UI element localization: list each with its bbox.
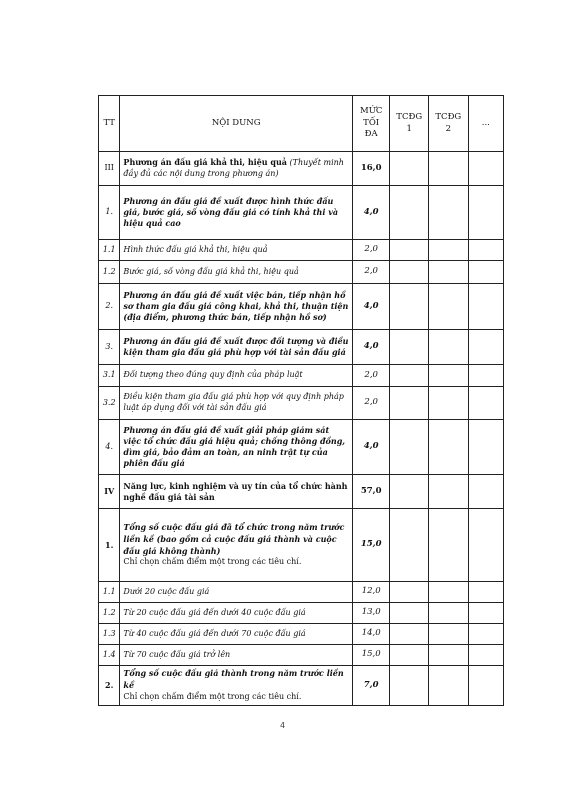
table-row (99, 420, 504, 475)
row-number: 4. (99, 420, 120, 475)
score-cell[interactable] (468, 365, 503, 387)
row-content-main: Tổng số cuộc đấu giá đã tổ chức trong năm trước liền kề (bao gồm cả cuộc đấu giá thành và cuộc đấu giá không thành) (123, 521, 345, 556)
score-cell[interactable] (390, 645, 429, 666)
score-cell[interactable] (468, 624, 503, 645)
row-content: Phương án đấu giá đề xuất giải pháp giám sát việc tổ chức đấu giá hiệu quả; chống thông đồng, dìm giá, bảo đảm an toàn, an ninh trật tự của phiên đấu giá (120, 420, 353, 475)
score-cell[interactable] (468, 284, 503, 330)
row-number: 1.2 (99, 261, 120, 284)
row-number: 1.1 (99, 240, 120, 261)
row-content-main: Phương án đấu giá khả thi, hiệu quả (123, 157, 287, 168)
row-max: 14,0 (352, 624, 390, 645)
row-number: 1.2 (99, 603, 120, 624)
table-row (99, 582, 504, 603)
score-cell[interactable] (428, 475, 468, 509)
page-number: 4 (279, 721, 286, 730)
table-row (99, 603, 504, 624)
score-cell[interactable] (390, 240, 429, 261)
row-max: 4,0 (352, 330, 390, 365)
row-max: 7,0 (352, 666, 390, 706)
score-cell[interactable] (468, 261, 503, 284)
score-cell[interactable] (390, 603, 429, 624)
row-max: 4,0 (352, 186, 390, 240)
score-cell[interactable] (390, 666, 429, 706)
row-max: 2,0 (352, 387, 390, 420)
score-cell[interactable] (468, 509, 503, 582)
score-cell[interactable] (390, 152, 429, 186)
row-number: IV (99, 475, 120, 509)
table-row (99, 240, 504, 261)
row-content-note: (Thuyết minh đầy đủ các nội dung trong phương án) (123, 158, 344, 178)
header-content: NỘI DUNG (120, 96, 353, 152)
score-cell[interactable] (390, 186, 429, 240)
score-cell[interactable] (468, 645, 503, 666)
row-content (120, 152, 353, 186)
row-number: 1.4 (99, 645, 120, 666)
row-content (120, 509, 353, 582)
table-row (99, 387, 504, 420)
score-cell[interactable] (428, 509, 468, 582)
score-cell[interactable] (390, 284, 429, 330)
score-cell[interactable] (468, 666, 503, 706)
score-cell[interactable] (390, 420, 429, 475)
header-tcdg-2: TCĐG 2 (428, 96, 468, 152)
row-content: Năng lực, kinh nghiệm và uy tín của tổ chức hành nghề đấu giá tài sản (120, 475, 353, 509)
row-max: 15,0 (352, 509, 390, 582)
score-cell[interactable] (390, 509, 429, 582)
table-row (99, 261, 504, 284)
score-cell[interactable] (428, 261, 468, 284)
row-number: 1.1 (99, 582, 120, 603)
score-cell[interactable] (390, 582, 429, 603)
score-cell[interactable] (468, 475, 503, 509)
score-cell[interactable] (428, 624, 468, 645)
score-cell[interactable] (428, 330, 468, 365)
table-row (99, 365, 504, 387)
score-cell[interactable] (390, 387, 429, 420)
score-cell[interactable] (390, 330, 429, 365)
row-content-note: Chỉ chọn chấm điểm một trong các tiêu chí. (123, 691, 302, 701)
score-cell[interactable] (428, 387, 468, 420)
row-content: Đối tượng theo đúng quy định của pháp luật (120, 365, 353, 387)
score-cell[interactable] (468, 420, 503, 475)
table-row (99, 330, 504, 365)
row-number: 1.3 (99, 624, 120, 645)
score-cell[interactable] (428, 186, 468, 240)
table-row (99, 645, 504, 666)
row-max: 2,0 (352, 240, 390, 261)
row-number: 3. (99, 330, 120, 365)
row-content: Phương án đấu giá đề xuất được hình thức đấu giá, bước giá, số vòng đấu giá có tính khả thi và hiệu quả cao (120, 186, 353, 240)
table-row (99, 624, 504, 645)
table-row (99, 475, 504, 509)
table-row (99, 284, 504, 330)
score-cell[interactable] (428, 152, 468, 186)
row-content: Dưới 20 cuộc đấu giá (120, 582, 353, 603)
score-cell[interactable] (468, 387, 503, 420)
header-max: MỨC TỐI ĐA (352, 96, 390, 152)
row-max: 4,0 (352, 420, 390, 475)
row-content-main: Tổng số cuộc đấu giá thành trong năm trước liền kề (123, 668, 344, 691)
row-max: 57,0 (352, 475, 390, 509)
row-content: Từ 70 cuộc đấu giá trở lên (120, 645, 353, 666)
score-cell[interactable] (390, 475, 429, 509)
table-row (99, 152, 504, 186)
row-content (120, 666, 353, 706)
row-number: 3.2 (99, 387, 120, 420)
header-tcdg-1: TCĐG 1 (390, 96, 429, 152)
row-content-note: Chỉ chọn chấm điểm một trong các tiêu chí. (123, 557, 302, 567)
score-cell[interactable] (468, 186, 503, 240)
score-cell[interactable] (390, 261, 429, 284)
row-max: 2,0 (352, 261, 390, 284)
score-cell[interactable] (428, 284, 468, 330)
row-max: 12,0 (352, 582, 390, 603)
score-cell[interactable] (390, 365, 429, 387)
row-max: 13,0 (352, 603, 390, 624)
row-number: 1. (99, 186, 120, 240)
score-cell[interactable] (428, 645, 468, 666)
score-cell[interactable] (428, 582, 468, 603)
row-content: Từ 40 cuộc đấu giá đến dưới 70 cuộc đấu giá (120, 624, 353, 645)
score-cell[interactable] (428, 240, 468, 261)
header-tt: TT (99, 96, 120, 152)
criteria-table (98, 95, 504, 706)
table-header-row (99, 96, 504, 152)
row-content: Từ 20 cuộc đấu giá đến dưới 40 cuộc đấu giá (120, 603, 353, 624)
score-cell[interactable] (428, 603, 468, 624)
row-number: 1. (99, 509, 120, 582)
row-number: 2. (99, 284, 120, 330)
score-cell[interactable] (468, 240, 503, 261)
row-content: Bước giá, số vòng đấu giá khả thi, hiệu quả (120, 261, 353, 284)
row-max: 16,0 (352, 152, 390, 186)
score-cell[interactable] (468, 330, 503, 365)
header-more: ... (468, 96, 503, 152)
row-number: 2. (99, 666, 120, 706)
row-max: 2,0 (352, 365, 390, 387)
row-number: III (99, 152, 120, 186)
row-content: Phương án đấu giá đề xuất được đối tượng và điều kiện tham gia đấu giá phù hợp với tài sản đấu giá (120, 330, 353, 365)
row-max: 15,0 (352, 645, 390, 666)
row-number: 3.1 (99, 365, 120, 387)
score-cell[interactable] (468, 582, 503, 603)
score-cell[interactable] (390, 624, 429, 645)
table-row (99, 509, 504, 582)
row-content: Phương án đấu giá đề xuất việc bán, tiếp nhận hồ sơ tham gia đấu giá công khai, khả thi, thuận tiện (địa điểm, phương thức bán, tiếp nhận hồ sơ) (120, 284, 353, 330)
row-max: 4,0 (352, 284, 390, 330)
row-content: Hình thức đấu giá khả thi, hiệu quả (120, 240, 353, 261)
score-cell[interactable] (468, 152, 503, 186)
row-content: Điều kiện tham gia đấu giá phù hợp với quy định pháp luật áp dụng đối với tài sản đấu giá (120, 387, 353, 420)
score-cell[interactable] (468, 603, 503, 624)
score-cell[interactable] (428, 420, 468, 475)
score-cell[interactable] (428, 666, 468, 706)
table-row (99, 666, 504, 706)
score-cell[interactable] (428, 365, 468, 387)
table-row (99, 186, 504, 240)
